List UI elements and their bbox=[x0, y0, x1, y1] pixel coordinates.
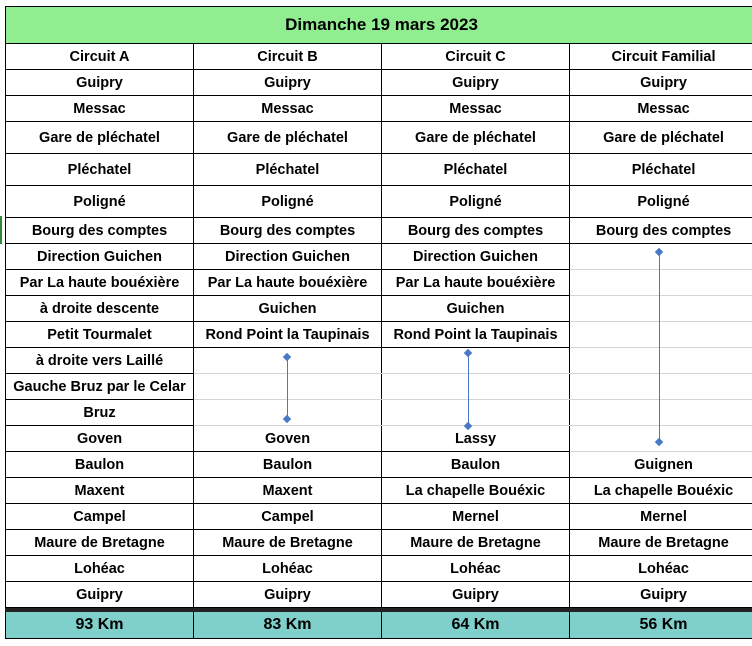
column-header-circuit-b[interactable]: Circuit B bbox=[194, 44, 382, 70]
table-cell[interactable]: Guignen bbox=[570, 452, 752, 478]
table-cell[interactable]: Guipry bbox=[570, 582, 752, 608]
table-cell[interactable] bbox=[570, 426, 752, 452]
table-cell[interactable]: Direction Guichen bbox=[382, 244, 570, 270]
table-cell[interactable]: La chapelle Bouéxic bbox=[382, 478, 570, 504]
table-cell[interactable]: Pléchatel bbox=[382, 154, 570, 186]
table-row bbox=[6, 322, 752, 348]
table-cell[interactable]: Lohéac bbox=[570, 556, 752, 582]
circuit-sheet bbox=[5, 6, 752, 639]
table-cell[interactable] bbox=[570, 270, 752, 296]
table-cell[interactable]: Bruz bbox=[6, 400, 194, 426]
table-row bbox=[6, 426, 752, 452]
table-row bbox=[6, 504, 752, 530]
table-cell[interactable] bbox=[570, 322, 752, 348]
table-cell[interactable]: Guipry bbox=[382, 70, 570, 96]
table-cell[interactable]: Guipry bbox=[194, 582, 382, 608]
table-cell[interactable]: Campel bbox=[194, 504, 382, 530]
table-row bbox=[6, 478, 752, 504]
totals-row bbox=[6, 612, 752, 639]
title-row bbox=[6, 7, 752, 44]
table-row bbox=[6, 186, 752, 218]
table-cell[interactable] bbox=[570, 244, 752, 270]
table-cell[interactable]: Pléchatel bbox=[194, 154, 382, 186]
circuit-table bbox=[5, 6, 752, 639]
total-circuit-b[interactable]: 83 Km bbox=[194, 612, 382, 639]
table-cell[interactable]: Gauche Bruz par le Celar bbox=[6, 374, 194, 400]
table-cell[interactable] bbox=[570, 374, 752, 400]
table-cell[interactable]: Par La haute bouéxière bbox=[194, 270, 382, 296]
table-row bbox=[6, 530, 752, 556]
table-cell[interactable]: Goven bbox=[194, 426, 382, 452]
table-cell[interactable] bbox=[382, 374, 570, 400]
table-cell[interactable]: Maure de Bretagne bbox=[570, 530, 752, 556]
table-cell[interactable]: Mernel bbox=[382, 504, 570, 530]
sheet-title[interactable]: Dimanche 19 mars 2023 bbox=[6, 7, 752, 44]
table-cell[interactable]: Lassy bbox=[382, 426, 570, 452]
table-cell[interactable]: Guichen bbox=[194, 296, 382, 322]
table-cell[interactable]: Maxent bbox=[194, 478, 382, 504]
table-cell[interactable]: à droite descente bbox=[6, 296, 194, 322]
table-cell[interactable]: Maure de Bretagne bbox=[6, 530, 194, 556]
table-cell[interactable]: Gare de pléchatel bbox=[382, 122, 570, 154]
connector-line-circuit-familial bbox=[659, 252, 660, 442]
table-cell[interactable]: Guipry bbox=[570, 70, 752, 96]
table-cell[interactable]: La chapelle Bouéxic bbox=[570, 478, 752, 504]
table-cell[interactable]: Baulon bbox=[194, 452, 382, 478]
row-header-edge bbox=[0, 216, 2, 244]
connector-line-circuit-c bbox=[468, 353, 469, 426]
column-header-circuit-a[interactable]: Circuit A bbox=[6, 44, 194, 70]
table-cell[interactable]: Guipry bbox=[382, 582, 570, 608]
table-cell[interactable] bbox=[570, 348, 752, 374]
table-cell[interactable]: Mernel bbox=[570, 504, 752, 530]
table-cell[interactable]: Gare de pléchatel bbox=[570, 122, 752, 154]
table-cell[interactable]: Gare de pléchatel bbox=[194, 122, 382, 154]
table-cell[interactable]: Maure de Bretagne bbox=[194, 530, 382, 556]
table-cell[interactable] bbox=[382, 348, 570, 374]
table-cell[interactable]: Goven bbox=[6, 426, 194, 452]
table-cell[interactable]: Rond Point la Taupinais bbox=[382, 322, 570, 348]
table-cell[interactable] bbox=[570, 296, 752, 322]
table-cell[interactable]: Rond Point la Taupinais bbox=[194, 322, 382, 348]
table-cell[interactable]: Bourg des comptes bbox=[570, 218, 752, 244]
table-cell[interactable] bbox=[570, 400, 752, 426]
table-cell[interactable]: Poligné bbox=[570, 186, 752, 218]
table-cell[interactable]: Par La haute bouéxière bbox=[382, 270, 570, 296]
table-cell[interactable]: Maxent bbox=[6, 478, 194, 504]
connector-line-circuit-b bbox=[287, 357, 288, 419]
table-cell[interactable]: à droite vers Laillé bbox=[6, 348, 194, 374]
table-cell[interactable]: Guichen bbox=[382, 296, 570, 322]
column-header-circuit-c[interactable]: Circuit C bbox=[382, 44, 570, 70]
column-header-circuit-familial[interactable]: Circuit Familial bbox=[570, 44, 752, 70]
table-cell[interactable]: Pléchatel bbox=[570, 154, 752, 186]
table-row bbox=[6, 582, 752, 608]
table-cell[interactable]: Par La haute bouéxière bbox=[6, 270, 194, 296]
table-cell[interactable]: Poligné bbox=[6, 186, 194, 218]
table-row bbox=[6, 154, 752, 186]
total-circuit-familial[interactable]: 56 Km bbox=[570, 612, 752, 639]
table-row bbox=[6, 96, 752, 122]
table-cell[interactable]: Maure de Bretagne bbox=[382, 530, 570, 556]
table-row bbox=[6, 400, 752, 426]
table-cell[interactable]: Lohéac bbox=[6, 556, 194, 582]
table-cell[interactable]: Direction Guichen bbox=[194, 244, 382, 270]
table-row bbox=[6, 218, 752, 244]
header-row bbox=[6, 44, 752, 70]
table-cell[interactable]: Campel bbox=[6, 504, 194, 530]
table-cell[interactable]: Bourg des comptes bbox=[6, 218, 194, 244]
table-cell[interactable]: Baulon bbox=[6, 452, 194, 478]
table-cell[interactable]: Direction Guichen bbox=[6, 244, 194, 270]
total-circuit-c[interactable]: 64 Km bbox=[382, 612, 570, 639]
table-cell[interactable]: Lohéac bbox=[382, 556, 570, 582]
table-cell[interactable]: Messac bbox=[382, 96, 570, 122]
table-cell[interactable]: Bourg des comptes bbox=[194, 218, 382, 244]
table-row bbox=[6, 452, 752, 478]
table-row bbox=[6, 270, 752, 296]
table-cell[interactable]: Guipry bbox=[6, 70, 194, 96]
table-row bbox=[6, 122, 752, 154]
table-row bbox=[6, 348, 752, 374]
table-row bbox=[6, 244, 752, 270]
table-row bbox=[6, 296, 752, 322]
table-cell[interactable]: Gare de pléchatel bbox=[6, 122, 194, 154]
table-cell[interactable]: Guipry bbox=[194, 70, 382, 96]
table-cell[interactable]: Lohéac bbox=[194, 556, 382, 582]
total-circuit-a[interactable]: 93 Km bbox=[6, 612, 194, 639]
table-cell[interactable]: Messac bbox=[194, 96, 382, 122]
table-cell[interactable]: Poligné bbox=[194, 186, 382, 218]
table-cell[interactable]: Petit Tourmalet bbox=[6, 322, 194, 348]
table-cell[interactable]: Pléchatel bbox=[6, 154, 194, 186]
table-cell[interactable]: Guipry bbox=[6, 582, 194, 608]
table-cell[interactable] bbox=[382, 400, 570, 426]
table-cell[interactable]: Poligné bbox=[382, 186, 570, 218]
table-row bbox=[6, 556, 752, 582]
table-cell[interactable]: Messac bbox=[6, 96, 194, 122]
table-row bbox=[6, 374, 752, 400]
table-row bbox=[6, 70, 752, 96]
table-cell[interactable]: Messac bbox=[570, 96, 752, 122]
table-cell[interactable]: Bourg des comptes bbox=[382, 218, 570, 244]
table-cell[interactable]: Baulon bbox=[382, 452, 570, 478]
